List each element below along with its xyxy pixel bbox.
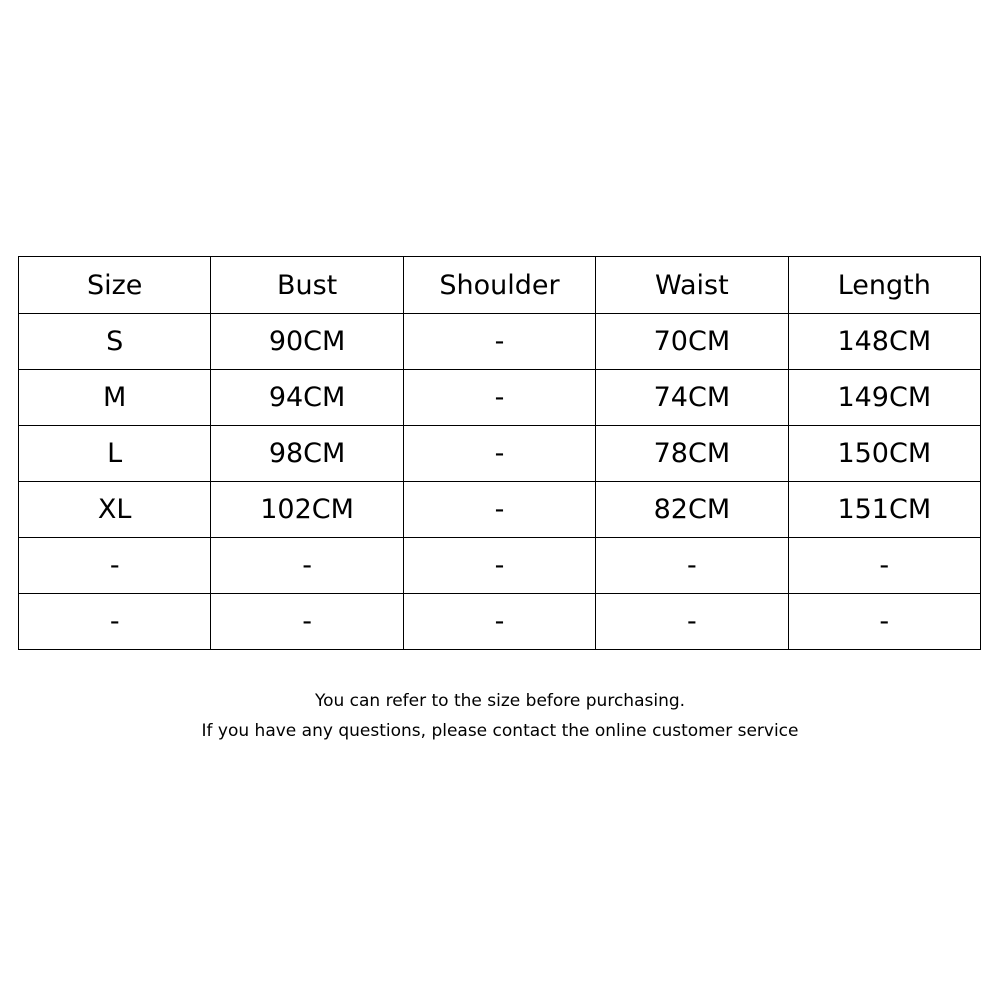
table-cell-bust: 94CM [211, 370, 403, 426]
table-row [19, 314, 981, 370]
table-row [19, 482, 981, 538]
table-cell-waist: - [596, 538, 788, 594]
table-cell-shoulder: - [403, 482, 595, 538]
table-cell-bust: - [211, 594, 403, 650]
table-row [19, 594, 981, 650]
table-cell-waist: 82CM [596, 482, 788, 538]
table-cell-size: - [19, 538, 211, 594]
header-waist: Waist [596, 257, 788, 314]
note-contact-service: If you have any questions, please contact the online customer service [201, 721, 799, 741]
table-cell-waist: - [596, 594, 788, 650]
table-cell-bust: 102CM [211, 482, 403, 538]
table-cell-length: 151CM [788, 482, 980, 538]
table-cell-shoulder: - [403, 538, 595, 594]
table-cell-waist: 70CM [596, 314, 788, 370]
table-cell-shoulder: - [403, 314, 595, 370]
table-cell-shoulder: - [403, 370, 595, 426]
table-cell-bust: 98CM [211, 426, 403, 482]
table-row [19, 538, 981, 594]
table-cell-bust: - [211, 538, 403, 594]
size-chart-table [18, 256, 981, 650]
table-cell-length: - [788, 538, 980, 594]
table-cell-length: 149CM [788, 370, 980, 426]
table-cell-shoulder: - [403, 594, 595, 650]
table-row [19, 426, 981, 482]
table-cell-size: XL [19, 482, 211, 538]
table-header-row [19, 257, 981, 314]
header-length: Length [788, 257, 980, 314]
table-cell-size: - [19, 594, 211, 650]
table-cell-length: - [788, 594, 980, 650]
table-cell-length: 148CM [788, 314, 980, 370]
table-cell-waist: 74CM [596, 370, 788, 426]
size-notes [0, 686, 1000, 746]
table-cell-waist: 78CM [596, 426, 788, 482]
note-refer-size: You can refer to the size before purchasing. [314, 691, 686, 711]
table-cell-length: 150CM [788, 426, 980, 482]
table-cell-bust: 90CM [211, 314, 403, 370]
table-cell-shoulder: - [403, 426, 595, 482]
header-shoulder: Shoulder [403, 257, 595, 314]
header-bust: Bust [211, 257, 403, 314]
header-size: Size [19, 257, 211, 314]
table-cell-size: S [19, 314, 211, 370]
table-row [19, 370, 981, 426]
table-cell-size: L [19, 426, 211, 482]
table-cell-size: M [19, 370, 211, 426]
